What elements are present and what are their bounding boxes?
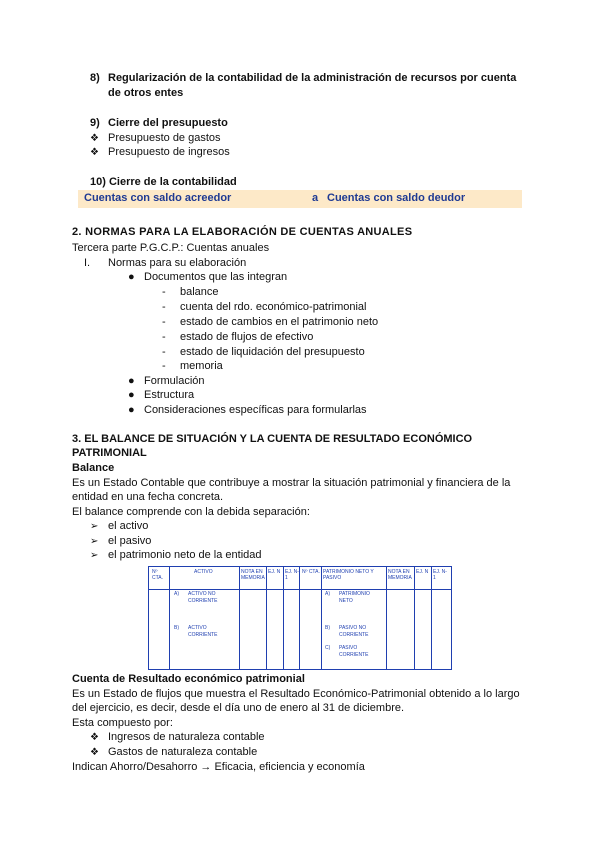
header-ncta: Nº CTA. bbox=[152, 569, 164, 581]
section-8-title: Regularización de la contabilidad de la administración de recursos por cuenta bbox=[108, 72, 517, 84]
dot-bullet-icon: ● bbox=[128, 271, 135, 283]
normas-heading: 2. NORMAS PARA LA ELABORACIÓN DE CUENTAS ANUALES bbox=[72, 226, 413, 238]
arrow-bullet-icon: ➢ bbox=[90, 521, 99, 532]
saldo-deudor: Cuentas con saldo deudor bbox=[327, 192, 466, 204]
pasivo-a-label: A) bbox=[325, 591, 330, 597]
saldo-connector: a bbox=[312, 192, 319, 204]
header-ejn1-2: EJ. N-1 bbox=[433, 569, 447, 581]
pasivo-a-text: NETO bbox=[339, 598, 353, 604]
list-item: ➢ el patrimonio neto de la entidad bbox=[90, 549, 262, 561]
dot-bullet-icon: ● bbox=[128, 389, 135, 401]
cuenta-subtitle: Cuenta de Resultado económico patrimonial bbox=[72, 673, 305, 685]
pasivo-b-text: CORRIENTE bbox=[339, 632, 369, 638]
list-item: ❖ Presupuesto de gastos bbox=[90, 132, 221, 144]
arrow-bullet-icon: ➢ bbox=[90, 536, 99, 547]
cuenta-paragraph: Es un Estado de flujos que muestra el Resultado Económico-Patrimonial obtenido a lo largo bbox=[72, 688, 520, 700]
pasivo-c-label: C) bbox=[325, 645, 331, 651]
cuenta-paragraph: del ejercicio, es decir, desde el día uno de enero al 31 de diciembre. bbox=[72, 702, 405, 714]
diamond-bullet-icon: ❖ bbox=[90, 732, 99, 743]
header-ejn: EJ. N bbox=[268, 569, 281, 575]
saldo-band bbox=[78, 190, 522, 208]
activo-a-text: ACTIVO NO bbox=[188, 591, 216, 597]
section-8-line1 bbox=[90, 72, 516, 84]
activo-a-text: CORRIENTE bbox=[188, 598, 218, 604]
normas-roman-item: I. Normas para su elaboración bbox=[84, 257, 247, 269]
cuenta-conclusion: Indican Ahorro/Desahorro → Eficacia, eficiencia y economía bbox=[72, 761, 365, 773]
list-item: ● Formulación bbox=[128, 375, 205, 387]
saldo-acreedor: Cuentas con saldo acreedor bbox=[84, 192, 232, 204]
header-activo: ACTIVO bbox=[194, 569, 213, 575]
dash-bullet-icon: - bbox=[162, 301, 166, 313]
activo-a-label: A) bbox=[174, 591, 179, 597]
pasivo-b-text: PASIVO NO bbox=[339, 625, 367, 631]
arrow-bullet-icon: ➢ bbox=[90, 550, 99, 561]
balance-heading-line2: PATRIMONIAL bbox=[72, 447, 147, 459]
balance-subtitle: Balance bbox=[72, 462, 115, 474]
header-nota-2: NOTA EN MEMORIA bbox=[388, 569, 412, 581]
balance-table bbox=[148, 566, 452, 670]
list-item: - memoria bbox=[162, 360, 223, 372]
activo-b-text: CORRIENTE bbox=[188, 632, 218, 638]
header-patrimonio: PATRIMONIO NETO Y PASIVO bbox=[323, 569, 374, 581]
section-9-number: 9) bbox=[90, 117, 100, 129]
list-item: ● Consideraciones específicas para formularlas bbox=[128, 404, 367, 416]
section-9-heading bbox=[90, 117, 228, 129]
list-item: ➢ el pasivo bbox=[90, 535, 152, 547]
section-9-title: Cierre del presupuesto bbox=[108, 117, 228, 129]
diamond-bullet-icon: ❖ bbox=[90, 133, 99, 144]
dash-bullet-icon: - bbox=[162, 360, 166, 372]
list-item: - balance bbox=[162, 286, 219, 298]
header-ncta-2: Nº CTA. bbox=[302, 569, 320, 575]
balance-paragraph: entidad en una fecha concreta. bbox=[72, 491, 224, 503]
list-item: ❖ Presupuesto de ingresos bbox=[90, 146, 230, 158]
section-8-number: 8) bbox=[90, 72, 100, 84]
dot-bullet-icon: ● bbox=[128, 404, 135, 416]
list-item: ● Estructura bbox=[128, 389, 195, 401]
balance-paragraph: El balance comprende con la debida separación: bbox=[72, 506, 310, 518]
balance-heading-line1: 3. EL BALANCE DE SITUACIÓN Y LA CUENTA DE RESULTADO ECONÓMICO bbox=[72, 433, 473, 445]
list-item: ❖ Ingresos de naturaleza contable bbox=[90, 731, 265, 743]
dash-bullet-icon: - bbox=[162, 286, 166, 298]
list-item: - estado de cambios en el patrimonio neto bbox=[162, 316, 379, 328]
diamond-bullet-icon: ❖ bbox=[90, 747, 99, 758]
activo-b-text: ACTIVO bbox=[188, 625, 207, 631]
dash-bullet-icon: - bbox=[162, 316, 166, 328]
roman-number: I. bbox=[84, 257, 91, 269]
section-8-line2: de otros entes bbox=[108, 87, 184, 99]
pasivo-c-text: CORRIENTE bbox=[339, 652, 369, 658]
list-item: ❖ Gastos de naturaleza contable bbox=[90, 746, 258, 758]
dot-bullet-icon: ● bbox=[128, 375, 135, 387]
list-item: - estado de flujos de efectivo bbox=[162, 331, 314, 343]
dash-bullet-icon: - bbox=[162, 331, 166, 343]
pasivo-b-label: B) bbox=[325, 625, 330, 631]
list-item: - estado de liquidación del presupuesto bbox=[162, 346, 365, 358]
dash-bullet-icon: - bbox=[162, 346, 166, 358]
header-ejn1: EJ. N-1 bbox=[285, 569, 299, 581]
list-item: ● Documentos que las integran bbox=[128, 271, 288, 283]
header-nota: NOTA EN MEMORIA bbox=[241, 569, 265, 581]
balance-paragraph: Es un Estado Contable que contribuye a mostrar la situación patrimonial y financiera de la bbox=[72, 477, 511, 489]
cuenta-paragraph: Esta compuesto por: bbox=[72, 717, 173, 729]
normas-intro: Tercera parte P.G.C.P.: Cuentas anuales bbox=[72, 242, 270, 254]
pasivo-a-text: PATRIMONIO bbox=[339, 591, 370, 597]
pasivo-c-text: PASIVO bbox=[339, 645, 358, 651]
diamond-bullet-icon: ❖ bbox=[90, 147, 99, 158]
list-item: - cuenta del rdo. económico-patrimonial bbox=[162, 301, 367, 313]
section-10-title: 10) Cierre de la contabilidad bbox=[90, 176, 237, 188]
activo-b-label: B) bbox=[174, 625, 179, 631]
header-ejn-2: EJ. N bbox=[416, 569, 429, 575]
list-item: ➢ el activo bbox=[90, 520, 149, 532]
